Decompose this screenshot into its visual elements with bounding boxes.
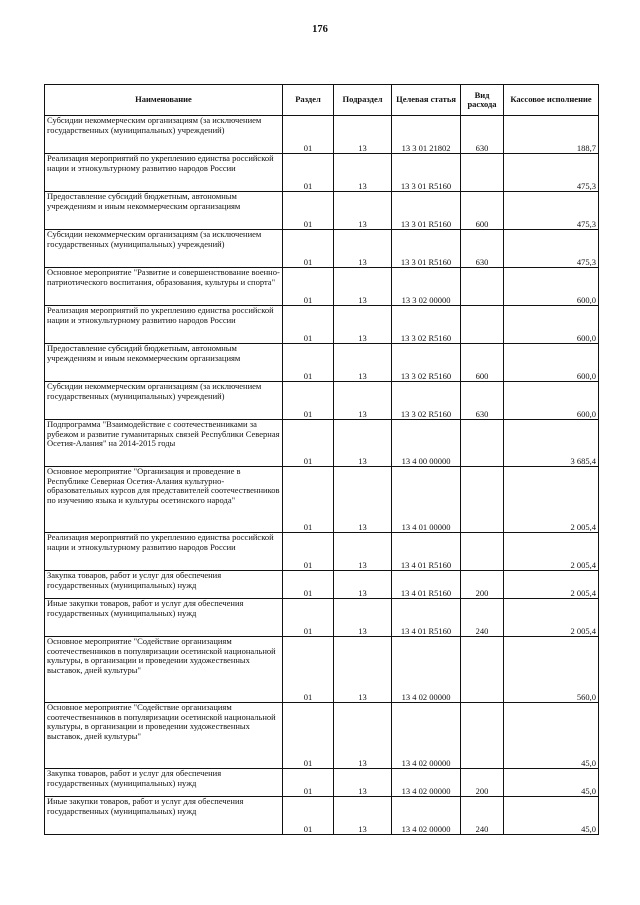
table-row bbox=[45, 306, 599, 344]
cell-section: 01 bbox=[283, 599, 334, 637]
cell-subsection: 13 bbox=[334, 154, 392, 192]
table-body bbox=[45, 116, 599, 835]
cell-expense-type: 200 bbox=[461, 769, 504, 797]
cell-target-item: 13 3 02 R5160 bbox=[392, 344, 461, 382]
cell-subsection: 13 bbox=[334, 116, 392, 154]
cell-cash-execution: 2 005,4 bbox=[504, 533, 599, 571]
cell-cash-execution: 600,0 bbox=[504, 344, 599, 382]
cell-expense-type bbox=[461, 703, 504, 769]
table-row bbox=[45, 382, 599, 420]
cell-expense-type: 600 bbox=[461, 344, 504, 382]
cell-expense-type: 630 bbox=[461, 382, 504, 420]
cell-section: 01 bbox=[283, 797, 334, 835]
cell-target-item: 13 3 01 R5160 bbox=[392, 154, 461, 192]
cell-expense-type: 240 bbox=[461, 797, 504, 835]
cell-name: Основное мероприятие "Развитие и совершенствование военно-патриотического воспитания, образования, культуры и спорта" bbox=[45, 268, 283, 306]
cell-target-item: 13 4 02 00000 bbox=[392, 703, 461, 769]
table-row bbox=[45, 344, 599, 382]
cell-subsection: 13 bbox=[334, 571, 392, 599]
cell-name: Закупка товаров, работ и услуг для обеспечения государственных (муниципальных) нужд bbox=[45, 769, 283, 797]
cell-subsection: 13 bbox=[334, 268, 392, 306]
cell-target-item: 13 3 02 R5160 bbox=[392, 306, 461, 344]
cell-name: Закупка товаров, работ и услуг для обеспечения государственных (муниципальных) нужд bbox=[45, 571, 283, 599]
cell-subsection: 13 bbox=[334, 230, 392, 268]
cell-section: 01 bbox=[283, 154, 334, 192]
table-row bbox=[45, 769, 599, 797]
cell-name: Реализация мероприятий по укреплению единства российской нации и этнокультурному развитию народов России bbox=[45, 533, 283, 571]
cell-subsection: 13 bbox=[334, 382, 392, 420]
cell-target-item: 13 4 01 R5160 bbox=[392, 533, 461, 571]
cell-cash-execution: 45,0 bbox=[504, 703, 599, 769]
header-target-item: Целевая статья bbox=[392, 85, 461, 116]
cell-cash-execution: 475,3 bbox=[504, 154, 599, 192]
cell-subsection: 13 bbox=[334, 306, 392, 344]
header-subsection: Подраздел bbox=[334, 85, 392, 116]
cell-section: 01 bbox=[283, 268, 334, 306]
cell-subsection: 13 bbox=[334, 769, 392, 797]
cell-cash-execution: 45,0 bbox=[504, 797, 599, 835]
cell-target-item: 13 4 02 00000 bbox=[392, 769, 461, 797]
cell-section: 01 bbox=[283, 192, 334, 230]
table-row bbox=[45, 533, 599, 571]
cell-expense-type bbox=[461, 533, 504, 571]
cell-target-item: 13 4 00 00000 bbox=[392, 420, 461, 467]
cell-expense-type bbox=[461, 268, 504, 306]
cell-section: 01 bbox=[283, 703, 334, 769]
header-expense-type: Вид расхода bbox=[461, 85, 504, 116]
table-row bbox=[45, 420, 599, 467]
table-row bbox=[45, 467, 599, 533]
cell-expense-type bbox=[461, 306, 504, 344]
cell-expense-type bbox=[461, 420, 504, 467]
cell-cash-execution: 45,0 bbox=[504, 769, 599, 797]
cell-expense-type: 600 bbox=[461, 192, 504, 230]
cell-section: 01 bbox=[283, 116, 334, 154]
cell-section: 01 bbox=[283, 382, 334, 420]
cell-section: 01 bbox=[283, 306, 334, 344]
table-row bbox=[45, 703, 599, 769]
cell-target-item: 13 4 02 00000 bbox=[392, 637, 461, 703]
cell-subsection: 13 bbox=[334, 192, 392, 230]
cell-cash-execution: 560,0 bbox=[504, 637, 599, 703]
cell-cash-execution: 600,0 bbox=[504, 306, 599, 344]
cell-subsection: 13 bbox=[334, 467, 392, 533]
table-row bbox=[45, 230, 599, 268]
table-row bbox=[45, 637, 599, 703]
cell-cash-execution: 3 685,4 bbox=[504, 420, 599, 467]
cell-expense-type bbox=[461, 637, 504, 703]
table-row bbox=[45, 192, 599, 230]
table-row bbox=[45, 116, 599, 154]
cell-name: Основное мероприятие "Содействие организациям соотечественников в популяризации осетинской национальной культуры, в организации и проведении художественных выставок, дней культуры" bbox=[45, 703, 283, 769]
cell-target-item: 13 4 02 00000 bbox=[392, 797, 461, 835]
cell-section: 01 bbox=[283, 533, 334, 571]
header-section: Раздел bbox=[283, 85, 334, 116]
cell-name: Подпрограмма "Взаимодействие с соотечественниками за рубежом и развитие гуманитарных связей Республики Северная Осетия-Алания" на 2014-2015 годы bbox=[45, 420, 283, 467]
cell-expense-type: 630 bbox=[461, 116, 504, 154]
cell-name: Иные закупки товаров, работ и услуг для обеспечения государственных (муниципальных) нужд bbox=[45, 599, 283, 637]
cell-section: 01 bbox=[283, 230, 334, 268]
cell-subsection: 13 bbox=[334, 797, 392, 835]
cell-name: Предоставление субсидий бюджетным, автономным учреждениям и иным некоммерческим организациям bbox=[45, 344, 283, 382]
cell-cash-execution: 2 005,4 bbox=[504, 571, 599, 599]
table-row bbox=[45, 154, 599, 192]
cell-subsection: 13 bbox=[334, 420, 392, 467]
cell-subsection: 13 bbox=[334, 533, 392, 571]
header-cash-execution: Кассовое исполнение bbox=[504, 85, 599, 116]
cell-subsection: 13 bbox=[334, 344, 392, 382]
header-name: Наименование bbox=[45, 85, 283, 116]
cell-section: 01 bbox=[283, 637, 334, 703]
cell-cash-execution: 600,0 bbox=[504, 382, 599, 420]
budget-table bbox=[44, 84, 599, 835]
cell-cash-execution: 600,0 bbox=[504, 268, 599, 306]
cell-subsection: 13 bbox=[334, 637, 392, 703]
table-header-row bbox=[45, 85, 599, 116]
cell-name: Субсидии некоммерческим организациям (за исключением государственных (муниципальных) учреждений) bbox=[45, 116, 283, 154]
cell-name: Основное мероприятие "Содействие организациям соотечественников в популяризации осетинской национальной культуры, в организации и проведении художественных выставок, дней культуры" bbox=[45, 637, 283, 703]
cell-section: 01 bbox=[283, 467, 334, 533]
cell-cash-execution: 2 005,4 bbox=[504, 467, 599, 533]
cell-cash-execution: 188,7 bbox=[504, 116, 599, 154]
cell-subsection: 13 bbox=[334, 703, 392, 769]
cell-target-item: 13 4 01 R5160 bbox=[392, 599, 461, 637]
cell-expense-type bbox=[461, 467, 504, 533]
cell-expense-type bbox=[461, 154, 504, 192]
cell-target-item: 13 4 01 R5160 bbox=[392, 571, 461, 599]
cell-target-item: 13 3 01 21802 bbox=[392, 116, 461, 154]
cell-name: Реализация мероприятий по укреплению единства российской нации и этнокультурному развитию народов России bbox=[45, 306, 283, 344]
cell-name: Субсидии некоммерческим организациям (за исключением государственных (муниципальных) учреждений) bbox=[45, 230, 283, 268]
cell-expense-type: 240 bbox=[461, 599, 504, 637]
cell-name: Субсидии некоммерческим организациям (за исключением государственных (муниципальных) учреждений) bbox=[45, 382, 283, 420]
cell-section: 01 bbox=[283, 420, 334, 467]
cell-name: Основное мероприятие "Организация и проведение в Республике Северная Осетия-Алания культурно-образовательных курсов для представителей соотечественников по изучению языка и культуры осетинского народа" bbox=[45, 467, 283, 533]
cell-cash-execution: 2 005,4 bbox=[504, 599, 599, 637]
cell-target-item: 13 3 02 00000 bbox=[392, 268, 461, 306]
table-row bbox=[45, 599, 599, 637]
page-number: 176 bbox=[312, 24, 328, 35]
cell-cash-execution: 475,3 bbox=[504, 230, 599, 268]
table-row bbox=[45, 268, 599, 306]
cell-section: 01 bbox=[283, 344, 334, 382]
cell-section: 01 bbox=[283, 769, 334, 797]
cell-target-item: 13 3 01 R5160 bbox=[392, 230, 461, 268]
table-row bbox=[45, 797, 599, 835]
cell-name: Реализация мероприятий по укреплению единства российской нации и этнокультурному развитию народов России bbox=[45, 154, 283, 192]
cell-target-item: 13 3 01 R5160 bbox=[392, 192, 461, 230]
cell-target-item: 13 4 01 00000 bbox=[392, 467, 461, 533]
cell-expense-type: 630 bbox=[461, 230, 504, 268]
cell-expense-type: 200 bbox=[461, 571, 504, 599]
cell-name: Предоставление субсидий бюджетным, автономным учреждениям и иным некоммерческим организациям bbox=[45, 192, 283, 230]
table-row bbox=[45, 571, 599, 599]
cell-target-item: 13 3 02 R5160 bbox=[392, 382, 461, 420]
cell-cash-execution: 475,3 bbox=[504, 192, 599, 230]
cell-name: Иные закупки товаров, работ и услуг для обеспечения государственных (муниципальных) нужд bbox=[45, 797, 283, 835]
cell-section: 01 bbox=[283, 571, 334, 599]
cell-subsection: 13 bbox=[334, 599, 392, 637]
